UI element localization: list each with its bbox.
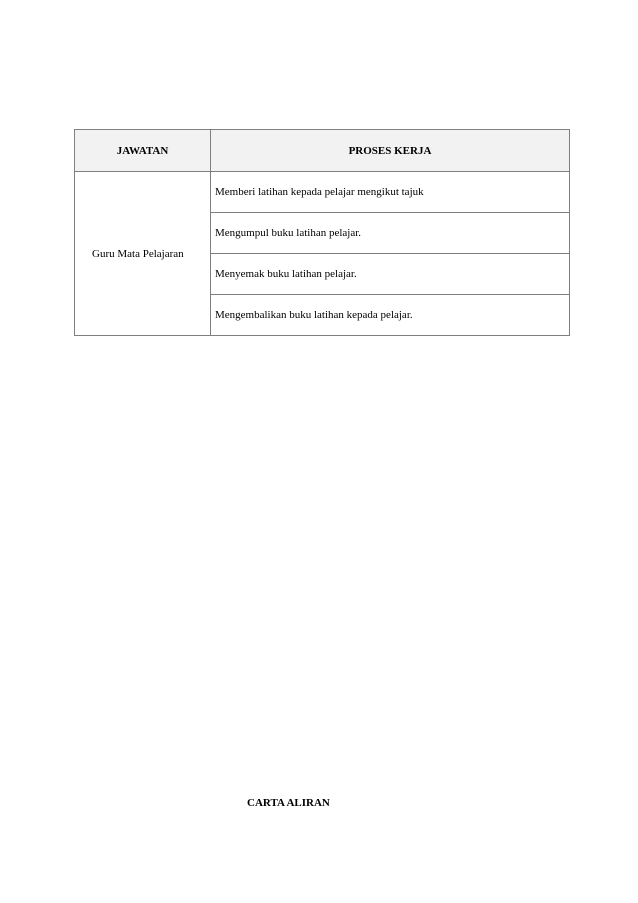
table-header-row bbox=[75, 130, 570, 172]
header-proses-kerja: PROSES KERJA bbox=[211, 130, 570, 172]
header-jawatan: JAWATAN bbox=[75, 130, 211, 172]
process-step-4: Mengembalikan buku latihan kepada pelajar. bbox=[211, 295, 570, 336]
process-step-2: Mengumpul buku latihan pelajar. bbox=[211, 213, 570, 254]
work-process-table bbox=[74, 129, 570, 336]
flowchart-caption: CARTA ALIRAN bbox=[247, 797, 330, 809]
process-step-1: Memberi latihan kepada pelajar mengikut tajuk bbox=[211, 172, 570, 213]
table-row bbox=[75, 172, 570, 213]
process-step-3: Menyemak buku latihan pelajar. bbox=[211, 254, 570, 295]
role-cell: Guru Mata Pelajaran bbox=[75, 172, 211, 336]
